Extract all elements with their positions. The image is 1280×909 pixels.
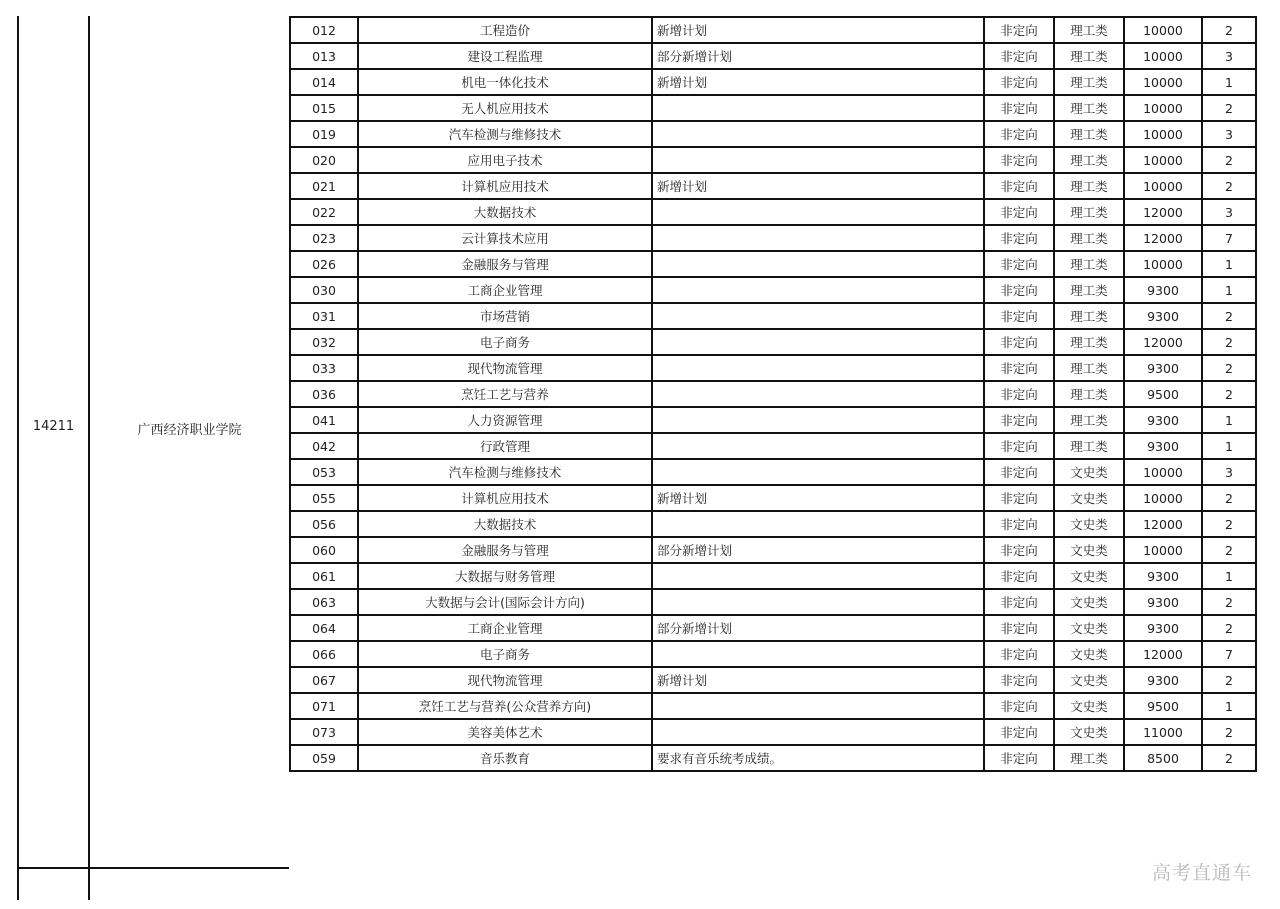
tuition-fee-cell: 10000 bbox=[1124, 251, 1202, 277]
institution-code: 14211 bbox=[32, 419, 75, 434]
subject-category-cell: 文史类 bbox=[1054, 641, 1124, 667]
orientation-cell: 非定向 bbox=[984, 355, 1054, 381]
subject-category-cell: 文史类 bbox=[1054, 589, 1124, 615]
major-name-cell: 汽车检测与维修技术 bbox=[358, 121, 652, 147]
plan-count-cell: 1 bbox=[1202, 407, 1256, 433]
orientation-cell: 非定向 bbox=[984, 95, 1054, 121]
major-code-cell: 061 bbox=[290, 563, 358, 589]
code-column-divider bbox=[88, 16, 90, 900]
plan-note-cell bbox=[652, 433, 984, 459]
tuition-fee-cell: 9300 bbox=[1124, 667, 1202, 693]
plan-note-cell bbox=[652, 225, 984, 251]
major-name-cell: 人力资源管理 bbox=[358, 407, 652, 433]
table-row bbox=[290, 277, 1256, 303]
table-row bbox=[290, 173, 1256, 199]
plan-note-cell bbox=[652, 121, 984, 147]
orientation-cell: 非定向 bbox=[984, 199, 1054, 225]
plan-count-cell: 2 bbox=[1202, 17, 1256, 43]
major-name-cell: 金融服务与管理 bbox=[358, 251, 652, 277]
plan-note-cell: 要求有音乐统考成绩。 bbox=[652, 745, 984, 771]
subject-category-cell: 文史类 bbox=[1054, 563, 1124, 589]
table-row bbox=[290, 719, 1256, 745]
major-code-cell: 013 bbox=[290, 43, 358, 69]
subject-category-cell: 理工类 bbox=[1054, 95, 1124, 121]
major-name-cell: 大数据技术 bbox=[358, 199, 652, 225]
plan-note-cell: 部分新增计划 bbox=[652, 43, 984, 69]
major-code-cell: 030 bbox=[290, 277, 358, 303]
major-code-cell: 067 bbox=[290, 667, 358, 693]
orientation-cell: 非定向 bbox=[984, 667, 1054, 693]
tuition-fee-cell: 9300 bbox=[1124, 589, 1202, 615]
plan-count-cell: 7 bbox=[1202, 225, 1256, 251]
major-name-cell: 机电一体化技术 bbox=[358, 69, 652, 95]
plan-note-cell: 新增计划 bbox=[652, 17, 984, 43]
subject-category-cell: 理工类 bbox=[1054, 251, 1124, 277]
plan-note-cell: 新增计划 bbox=[652, 173, 984, 199]
orientation-cell: 非定向 bbox=[984, 407, 1054, 433]
plan-count-cell: 2 bbox=[1202, 303, 1256, 329]
plan-count-cell: 1 bbox=[1202, 563, 1256, 589]
tuition-fee-cell: 10000 bbox=[1124, 121, 1202, 147]
plan-note-cell bbox=[652, 355, 984, 381]
table-row bbox=[290, 667, 1256, 693]
major-name-cell: 计算机应用技术 bbox=[358, 173, 652, 199]
subject-category-cell: 理工类 bbox=[1054, 329, 1124, 355]
plan-note-cell bbox=[652, 381, 984, 407]
plan-note-cell: 新增计划 bbox=[652, 485, 984, 511]
subject-category-cell: 理工类 bbox=[1054, 303, 1124, 329]
major-name-cell: 工程造价 bbox=[358, 17, 652, 43]
tuition-fee-cell: 9500 bbox=[1124, 693, 1202, 719]
table-row bbox=[290, 745, 1256, 771]
table-row bbox=[290, 355, 1256, 381]
tuition-fee-cell: 10000 bbox=[1124, 459, 1202, 485]
tuition-fee-cell: 10000 bbox=[1124, 17, 1202, 43]
plan-count-cell: 2 bbox=[1202, 381, 1256, 407]
major-code-cell: 031 bbox=[290, 303, 358, 329]
orientation-cell: 非定向 bbox=[984, 251, 1054, 277]
subject-category-cell: 理工类 bbox=[1054, 225, 1124, 251]
subject-category-cell: 文史类 bbox=[1054, 693, 1124, 719]
subject-category-cell: 理工类 bbox=[1054, 17, 1124, 43]
tuition-fee-cell: 12000 bbox=[1124, 641, 1202, 667]
major-plan-table bbox=[289, 16, 1257, 772]
plan-count-cell: 2 bbox=[1202, 355, 1256, 381]
plan-note-cell bbox=[652, 641, 984, 667]
plan-count-cell: 2 bbox=[1202, 745, 1256, 771]
plan-note-cell bbox=[652, 329, 984, 355]
orientation-cell: 非定向 bbox=[984, 43, 1054, 69]
plan-count-cell: 2 bbox=[1202, 589, 1256, 615]
tuition-fee-cell: 12000 bbox=[1124, 329, 1202, 355]
plan-note-cell bbox=[652, 719, 984, 745]
orientation-cell: 非定向 bbox=[984, 641, 1054, 667]
orientation-cell: 非定向 bbox=[984, 433, 1054, 459]
tuition-fee-cell: 11000 bbox=[1124, 719, 1202, 745]
subject-category-cell: 理工类 bbox=[1054, 69, 1124, 95]
major-name-cell: 大数据与财务管理 bbox=[358, 563, 652, 589]
major-code-cell: 019 bbox=[290, 121, 358, 147]
orientation-cell: 非定向 bbox=[984, 563, 1054, 589]
subject-category-cell: 理工类 bbox=[1054, 381, 1124, 407]
plan-note-cell bbox=[652, 199, 984, 225]
major-name-cell: 电子商务 bbox=[358, 641, 652, 667]
plan-count-cell: 3 bbox=[1202, 199, 1256, 225]
plan-count-cell: 2 bbox=[1202, 485, 1256, 511]
table-row bbox=[290, 433, 1256, 459]
left-border-line bbox=[17, 16, 19, 900]
major-name-cell: 烹饪工艺与营养(公众营养方向) bbox=[358, 693, 652, 719]
tuition-fee-cell: 10000 bbox=[1124, 485, 1202, 511]
major-code-cell: 059 bbox=[290, 745, 358, 771]
plan-count-cell: 1 bbox=[1202, 251, 1256, 277]
plan-note-cell bbox=[652, 303, 984, 329]
subject-category-cell: 理工类 bbox=[1054, 433, 1124, 459]
major-code-cell: 041 bbox=[290, 407, 358, 433]
orientation-cell: 非定向 bbox=[984, 147, 1054, 173]
table-row bbox=[290, 407, 1256, 433]
subject-category-cell: 理工类 bbox=[1054, 173, 1124, 199]
table-row bbox=[290, 17, 1256, 43]
major-code-cell: 021 bbox=[290, 173, 358, 199]
plan-note-cell: 新增计划 bbox=[652, 69, 984, 95]
table-row bbox=[290, 459, 1256, 485]
major-name-cell: 建设工程监理 bbox=[358, 43, 652, 69]
orientation-cell: 非定向 bbox=[984, 537, 1054, 563]
major-name-cell: 金融服务与管理 bbox=[358, 537, 652, 563]
major-name-cell: 现代物流管理 bbox=[358, 667, 652, 693]
table-row bbox=[290, 147, 1256, 173]
major-code-cell: 014 bbox=[290, 69, 358, 95]
plan-note-cell bbox=[652, 693, 984, 719]
plan-count-cell: 2 bbox=[1202, 537, 1256, 563]
subject-category-cell: 文史类 bbox=[1054, 537, 1124, 563]
major-name-cell: 现代物流管理 bbox=[358, 355, 652, 381]
plan-note-cell bbox=[652, 251, 984, 277]
table-row bbox=[290, 329, 1256, 355]
orientation-cell: 非定向 bbox=[984, 511, 1054, 537]
orientation-cell: 非定向 bbox=[984, 121, 1054, 147]
table-row bbox=[290, 381, 1256, 407]
plan-count-cell: 2 bbox=[1202, 147, 1256, 173]
plan-count-cell: 3 bbox=[1202, 459, 1256, 485]
orientation-cell: 非定向 bbox=[984, 277, 1054, 303]
major-name-cell: 工商企业管理 bbox=[358, 277, 652, 303]
plan-note-cell bbox=[652, 563, 984, 589]
subject-category-cell: 理工类 bbox=[1054, 745, 1124, 771]
table-row bbox=[290, 537, 1256, 563]
plan-count-cell: 1 bbox=[1202, 69, 1256, 95]
plan-count-cell: 3 bbox=[1202, 121, 1256, 147]
major-code-cell: 023 bbox=[290, 225, 358, 251]
major-code-cell: 042 bbox=[290, 433, 358, 459]
orientation-cell: 非定向 bbox=[984, 17, 1054, 43]
subject-category-cell: 理工类 bbox=[1054, 121, 1124, 147]
major-code-cell: 071 bbox=[290, 693, 358, 719]
major-code-cell: 015 bbox=[290, 95, 358, 121]
major-code-cell: 036 bbox=[290, 381, 358, 407]
plan-note-cell bbox=[652, 95, 984, 121]
table-row bbox=[290, 641, 1256, 667]
major-name-cell: 计算机应用技术 bbox=[358, 485, 652, 511]
major-code-cell: 055 bbox=[290, 485, 358, 511]
tuition-fee-cell: 10000 bbox=[1124, 95, 1202, 121]
major-name-cell: 云计算技术应用 bbox=[358, 225, 652, 251]
tuition-fee-cell: 12000 bbox=[1124, 511, 1202, 537]
tuition-fee-cell: 9300 bbox=[1124, 563, 1202, 589]
tuition-fee-cell: 10000 bbox=[1124, 43, 1202, 69]
table-row bbox=[290, 225, 1256, 251]
tuition-fee-cell: 10000 bbox=[1124, 147, 1202, 173]
orientation-cell: 非定向 bbox=[984, 615, 1054, 641]
orientation-cell: 非定向 bbox=[984, 459, 1054, 485]
orientation-cell: 非定向 bbox=[984, 485, 1054, 511]
watermark: 高考直通车 bbox=[1151, 862, 1252, 884]
plan-count-cell: 1 bbox=[1202, 693, 1256, 719]
major-name-cell: 汽车检测与维修技术 bbox=[358, 459, 652, 485]
tuition-fee-cell: 10000 bbox=[1124, 537, 1202, 563]
major-name-cell: 大数据技术 bbox=[358, 511, 652, 537]
plan-note-cell bbox=[652, 589, 984, 615]
tuition-fee-cell: 9300 bbox=[1124, 355, 1202, 381]
major-name-cell: 行政管理 bbox=[358, 433, 652, 459]
plan-count-cell: 2 bbox=[1202, 329, 1256, 355]
subject-category-cell: 文史类 bbox=[1054, 719, 1124, 745]
tuition-fee-cell: 9300 bbox=[1124, 277, 1202, 303]
major-code-cell: 060 bbox=[290, 537, 358, 563]
plan-note-cell bbox=[652, 511, 984, 537]
plan-note-cell: 部分新增计划 bbox=[652, 537, 984, 563]
plan-note-cell: 新增计划 bbox=[652, 667, 984, 693]
major-code-cell: 032 bbox=[290, 329, 358, 355]
tuition-fee-cell: 9300 bbox=[1124, 615, 1202, 641]
subject-category-cell: 理工类 bbox=[1054, 43, 1124, 69]
tuition-fee-cell: 9300 bbox=[1124, 407, 1202, 433]
table-row bbox=[290, 121, 1256, 147]
orientation-cell: 非定向 bbox=[984, 381, 1054, 407]
subject-category-cell: 文史类 bbox=[1054, 615, 1124, 641]
major-code-cell: 020 bbox=[290, 147, 358, 173]
orientation-cell: 非定向 bbox=[984, 693, 1054, 719]
orientation-cell: 非定向 bbox=[984, 173, 1054, 199]
major-code-cell: 073 bbox=[290, 719, 358, 745]
plan-note-cell bbox=[652, 407, 984, 433]
orientation-cell: 非定向 bbox=[984, 69, 1054, 95]
tuition-fee-cell: 9500 bbox=[1124, 381, 1202, 407]
major-code-cell: 066 bbox=[290, 641, 358, 667]
major-code-cell: 012 bbox=[290, 17, 358, 43]
major-name-cell: 音乐教育 bbox=[358, 745, 652, 771]
subject-category-cell: 理工类 bbox=[1054, 407, 1124, 433]
tuition-fee-cell: 10000 bbox=[1124, 173, 1202, 199]
plan-count-cell: 1 bbox=[1202, 433, 1256, 459]
major-code-cell: 026 bbox=[290, 251, 358, 277]
table-row bbox=[290, 69, 1256, 95]
table-row bbox=[290, 485, 1256, 511]
major-code-cell: 063 bbox=[290, 589, 358, 615]
tuition-fee-cell: 12000 bbox=[1124, 199, 1202, 225]
plan-count-cell: 2 bbox=[1202, 511, 1256, 537]
plan-count-cell: 2 bbox=[1202, 615, 1256, 641]
institution-name: 广西经济职业学院 bbox=[137, 423, 242, 438]
plan-count-cell: 3 bbox=[1202, 43, 1256, 69]
plan-note-cell bbox=[652, 147, 984, 173]
table-row bbox=[290, 589, 1256, 615]
table-row bbox=[290, 511, 1256, 537]
major-name-cell: 烹饪工艺与营养 bbox=[358, 381, 652, 407]
table-row bbox=[290, 615, 1256, 641]
major-code-cell: 056 bbox=[290, 511, 358, 537]
subject-category-cell: 理工类 bbox=[1054, 199, 1124, 225]
table-row bbox=[290, 43, 1256, 69]
table-row bbox=[290, 95, 1256, 121]
major-name-cell: 电子商务 bbox=[358, 329, 652, 355]
table-row bbox=[290, 303, 1256, 329]
table-row bbox=[290, 693, 1256, 719]
major-code-cell: 022 bbox=[290, 199, 358, 225]
major-code-cell: 033 bbox=[290, 355, 358, 381]
subject-category-cell: 理工类 bbox=[1054, 355, 1124, 381]
major-name-cell: 大数据与会计(国际会计方向) bbox=[358, 589, 652, 615]
plan-count-cell: 2 bbox=[1202, 95, 1256, 121]
plan-count-cell: 2 bbox=[1202, 719, 1256, 745]
orientation-cell: 非定向 bbox=[984, 329, 1054, 355]
tuition-fee-cell: 12000 bbox=[1124, 225, 1202, 251]
major-plan-table-body bbox=[290, 17, 1256, 771]
major-code-cell: 064 bbox=[290, 615, 358, 641]
table-row bbox=[290, 563, 1256, 589]
table-row bbox=[290, 251, 1256, 277]
orientation-cell: 非定向 bbox=[984, 589, 1054, 615]
subject-category-cell: 文史类 bbox=[1054, 511, 1124, 537]
orientation-cell: 非定向 bbox=[984, 745, 1054, 771]
table-row bbox=[290, 199, 1256, 225]
orientation-cell: 非定向 bbox=[984, 719, 1054, 745]
plan-note-cell bbox=[652, 277, 984, 303]
major-name-cell: 工商企业管理 bbox=[358, 615, 652, 641]
plan-count-cell: 1 bbox=[1202, 277, 1256, 303]
tuition-fee-cell: 9300 bbox=[1124, 433, 1202, 459]
subject-category-cell: 理工类 bbox=[1054, 277, 1124, 303]
plan-note-cell bbox=[652, 459, 984, 485]
subject-category-cell: 文史类 bbox=[1054, 667, 1124, 693]
major-code-cell: 053 bbox=[290, 459, 358, 485]
institution-group-separator bbox=[17, 867, 289, 869]
tuition-fee-cell: 10000 bbox=[1124, 69, 1202, 95]
major-name-cell: 应用电子技术 bbox=[358, 147, 652, 173]
orientation-cell: 非定向 bbox=[984, 225, 1054, 251]
orientation-cell: 非定向 bbox=[984, 303, 1054, 329]
major-name-cell: 无人机应用技术 bbox=[358, 95, 652, 121]
plan-count-cell: 2 bbox=[1202, 173, 1256, 199]
major-name-cell: 市场营销 bbox=[358, 303, 652, 329]
plan-count-cell: 7 bbox=[1202, 641, 1256, 667]
tuition-fee-cell: 8500 bbox=[1124, 745, 1202, 771]
plan-note-cell: 部分新增计划 bbox=[652, 615, 984, 641]
tuition-fee-cell: 9300 bbox=[1124, 303, 1202, 329]
subject-category-cell: 理工类 bbox=[1054, 147, 1124, 173]
plan-count-cell: 2 bbox=[1202, 667, 1256, 693]
major-name-cell: 美容美体艺术 bbox=[358, 719, 652, 745]
subject-category-cell: 文史类 bbox=[1054, 459, 1124, 485]
subject-category-cell: 文史类 bbox=[1054, 485, 1124, 511]
